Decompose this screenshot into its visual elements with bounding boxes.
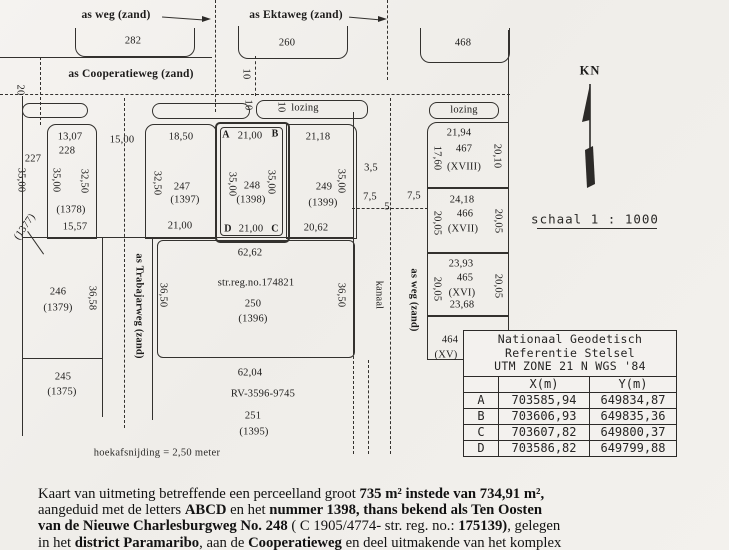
caption-bold-street: Cooperatieweg <box>248 534 342 550</box>
corner-label-a: A <box>222 129 230 141</box>
parcel-250-number: 250 <box>244 298 262 310</box>
road-edge-line <box>102 237 103 417</box>
dim-247-bottom: 21,00 <box>167 220 193 232</box>
dim-465-bottom: 23,68 <box>449 299 475 311</box>
table-corner-cell <box>464 376 499 392</box>
kanaal-label: kanaal <box>373 280 385 310</box>
road-label-trabajarweg: as Trabajarweg (zand) <box>133 253 145 359</box>
road-center-line <box>124 98 125 428</box>
corner-label-b: B <box>271 128 279 140</box>
parcel-228-number: 228 <box>58 145 76 157</box>
parcel-246-old-number: (1379) <box>43 302 73 314</box>
table-header-y: Y(m) <box>590 376 677 392</box>
kanaal-edge-line <box>368 360 369 454</box>
dim-227-side: 35,00 <box>15 167 27 193</box>
parcel-465-old-number: (XVI) <box>448 287 476 299</box>
dim-250-left: 36,50 <box>157 282 169 308</box>
point-label: C <box>464 424 499 440</box>
lozing-label: lozing <box>450 104 478 116</box>
dim-465-left: 20,05 <box>431 276 443 302</box>
parcel-466-old-number: (XVII) <box>447 223 479 235</box>
table-title-line3: UTM ZONE 21 N WGS '84 <box>494 359 646 373</box>
dim-5: 5 <box>384 201 390 213</box>
dim-467-top: 21,94 <box>446 127 472 139</box>
parcel-245-old-number: (1375) <box>47 386 77 398</box>
dim-3-5: 3,5 <box>364 162 378 174</box>
boundary-line <box>255 56 256 96</box>
point-label: B <box>464 408 499 424</box>
lozing-ditch-shape <box>22 103 88 118</box>
scale-underline <box>537 228 657 229</box>
corner-cut-line <box>27 231 44 255</box>
parcel-227-old-number: (1377) <box>12 211 38 243</box>
caption-bold-letters: ABCD <box>184 502 227 519</box>
parcel-250-old-number: (1396) <box>238 313 268 325</box>
leader-line <box>349 17 380 21</box>
dim-road-15: 15,00 <box>109 134 135 146</box>
dim-line <box>352 208 428 209</box>
road-label-as-weg-right: as weg (zand) <box>408 268 420 332</box>
x-coordinate: 703607,82 <box>499 424 590 440</box>
caption-line-1 <box>38 486 713 502</box>
parcel-467-old-number: (XVIII) <box>446 161 482 173</box>
caption-text: en deel uitmakende van het komplex <box>341 534 562 550</box>
y-coordinate: 649835,36 <box>590 408 677 424</box>
dim-7-5-left: 7,5 <box>363 191 377 203</box>
x-coordinate: 703585,94 <box>499 392 590 408</box>
y-coordinate: 649834,87 <box>590 392 677 408</box>
table-title-line2: Referentie Stelsel <box>504 345 636 360</box>
dim-228-top: 13,07 <box>57 131 83 143</box>
dim-228-bottom: 15,57 <box>62 221 88 233</box>
north-arrow-icon <box>568 80 612 195</box>
parcel-248-old-number: (1398) <box>236 194 266 206</box>
dim-247-left: 32,50 <box>151 170 163 196</box>
point-label: D <box>464 440 499 456</box>
table-row <box>464 440 677 456</box>
caption-line-2 <box>38 502 713 518</box>
parcel-246-number: 246 <box>49 286 67 298</box>
parcel-249-number: 249 <box>315 181 333 193</box>
caption-text: , aan de <box>199 534 249 550</box>
map-caption <box>38 486 713 550</box>
leader-line <box>162 17 204 21</box>
dim-249-right: 35,00 <box>335 168 347 194</box>
dim-466-top: 24,18 <box>449 194 475 206</box>
road-label-ektaweg: as Ektaweg (zand) <box>249 9 343 21</box>
dim-248-right: 35,00 <box>265 169 277 195</box>
parcel-251-number: 251 <box>244 410 262 422</box>
parcel-245-number: 245 <box>54 371 72 383</box>
dim-248-bottom: 21,00 <box>238 223 264 235</box>
caption-line-4 <box>38 535 713 550</box>
dim-250-top: 62,62 <box>237 247 263 259</box>
arrowhead-icon <box>378 16 387 22</box>
parcel-465-number: 465 <box>456 272 474 284</box>
dim-466-left: 20,05 <box>431 210 443 236</box>
x-coordinate: 703586,82 <box>499 440 590 456</box>
table-row <box>464 392 677 408</box>
dim-466-right: 20,05 <box>492 208 504 234</box>
caption-text: in het <box>38 534 75 550</box>
dim-247-top: 18,50 <box>168 131 194 143</box>
north-arrow-label: KN <box>579 63 601 78</box>
caption-text: , gelegen <box>507 518 561 535</box>
dim-248-left: 35,00 <box>226 171 238 197</box>
x-coordinate: 703606,93 <box>499 408 590 424</box>
dim-249-bottom: 20,62 <box>303 222 329 234</box>
caption-line-3 <box>38 518 713 534</box>
road-edge-line <box>0 57 212 58</box>
table-title-line1: Nationaal Geodetisch <box>497 332 643 346</box>
dim-250-right: 36,50 <box>335 282 347 308</box>
caption-text: en het <box>226 502 270 519</box>
y-coordinate: 649799,88 <box>590 440 677 456</box>
parcel-247-number: 247 <box>173 181 191 193</box>
lozing-label: lozing <box>291 102 319 114</box>
caption-bold-register: 175139) <box>458 518 508 535</box>
parcel-260-number: 260 <box>278 37 296 49</box>
parcel-467-number: 467 <box>455 143 473 155</box>
kanaal-edge-line <box>353 356 354 454</box>
dim-road-width-10: 10 <box>275 101 287 113</box>
parcel-247-old-number: (1397) <box>170 194 200 206</box>
parcel-464-number: 464 <box>441 334 459 346</box>
caption-text: Kaart van uitmeting betreffende een perceelland groot <box>38 486 360 502</box>
boundary-line <box>22 96 23 436</box>
dim-246-right: 36,58 <box>86 285 98 311</box>
dim-467-right: 20,10 <box>491 143 503 169</box>
lozing-ditch-shape <box>152 103 250 119</box>
road-edge-line <box>152 237 153 420</box>
boundary-line <box>22 358 102 359</box>
caption-bold-district: district Paramaribo <box>74 534 200 550</box>
boundary-line <box>387 0 388 80</box>
dim-228-right: 32,50 <box>78 168 90 194</box>
point-label: A <box>464 392 499 408</box>
caption-bold-area: 735 m² instede van 734,91 m², <box>359 486 545 502</box>
road-edge-line <box>0 94 510 95</box>
corner-label-c: C <box>271 223 279 235</box>
corner-label-d: D <box>224 223 232 235</box>
parcel-227-number: 227 <box>24 153 42 165</box>
dim-7-5-right: 7,5 <box>407 190 421 202</box>
parcel-282-number: 282 <box>124 35 142 47</box>
boundary-line <box>508 30 509 122</box>
parcel-251-rv-number: RV-3596-9745 <box>230 388 296 400</box>
parcel-249-old-number: (1399) <box>308 197 338 209</box>
parcel-251-old-number: (1395) <box>239 426 269 438</box>
dim-road-width-10: 10 <box>240 68 252 80</box>
dim-251-top: 62,04 <box>237 367 263 379</box>
caption-bold-address: van de Nieuwe Charlesburgweg No. 248 <box>38 518 288 535</box>
table-row <box>464 424 677 440</box>
dim-249-top: 21,18 <box>305 131 331 143</box>
caption-bold-number: nummer 1398, thans bekend als Ten Oosten <box>269 502 543 519</box>
arrowhead-icon <box>202 16 211 22</box>
parcel-248-number: 248 <box>243 180 261 192</box>
road-center-line <box>390 98 391 454</box>
parcel-468-number: 468 <box>454 37 472 49</box>
corner-cut-note: hoekafsnijding = 2,50 meter <box>93 447 221 459</box>
table-row <box>464 408 677 424</box>
dim-465-right: 20,05 <box>492 273 504 299</box>
boundary-line <box>22 237 353 238</box>
dim-228-left: 35,00 <box>50 167 62 193</box>
parcel-464-old-number: (XV) <box>434 349 458 361</box>
scale-label: schaal 1 : 1000 <box>531 211 659 227</box>
dim-road-width-10: 10 <box>242 99 254 111</box>
geodetic-reference-table <box>463 330 677 457</box>
road-label-as-weg: as weg (zand) <box>81 9 151 21</box>
parcel-250-street-register: str.reg.no.174821 <box>217 277 295 289</box>
dim-road-width-20: 20 <box>14 84 26 96</box>
dim-467-left: 17,60 <box>431 145 443 171</box>
parcel-228-old-number: (1378) <box>56 204 86 216</box>
dim-465-top: 23,93 <box>448 258 474 270</box>
boundary-line <box>215 0 216 112</box>
caption-text: ( C 1905/4774- str. reg. no.: <box>287 518 459 535</box>
parcel-466-number: 466 <box>456 208 474 220</box>
table-header-x: X(m) <box>499 376 590 392</box>
road-label-cooperatieweg: as Cooperatieweg (zand) <box>68 68 194 80</box>
dim-248-top: 21,00 <box>237 130 263 142</box>
caption-text: aangeduid met de letters <box>38 502 185 519</box>
y-coordinate: 649800,37 <box>590 424 677 440</box>
table-title <box>464 331 677 377</box>
